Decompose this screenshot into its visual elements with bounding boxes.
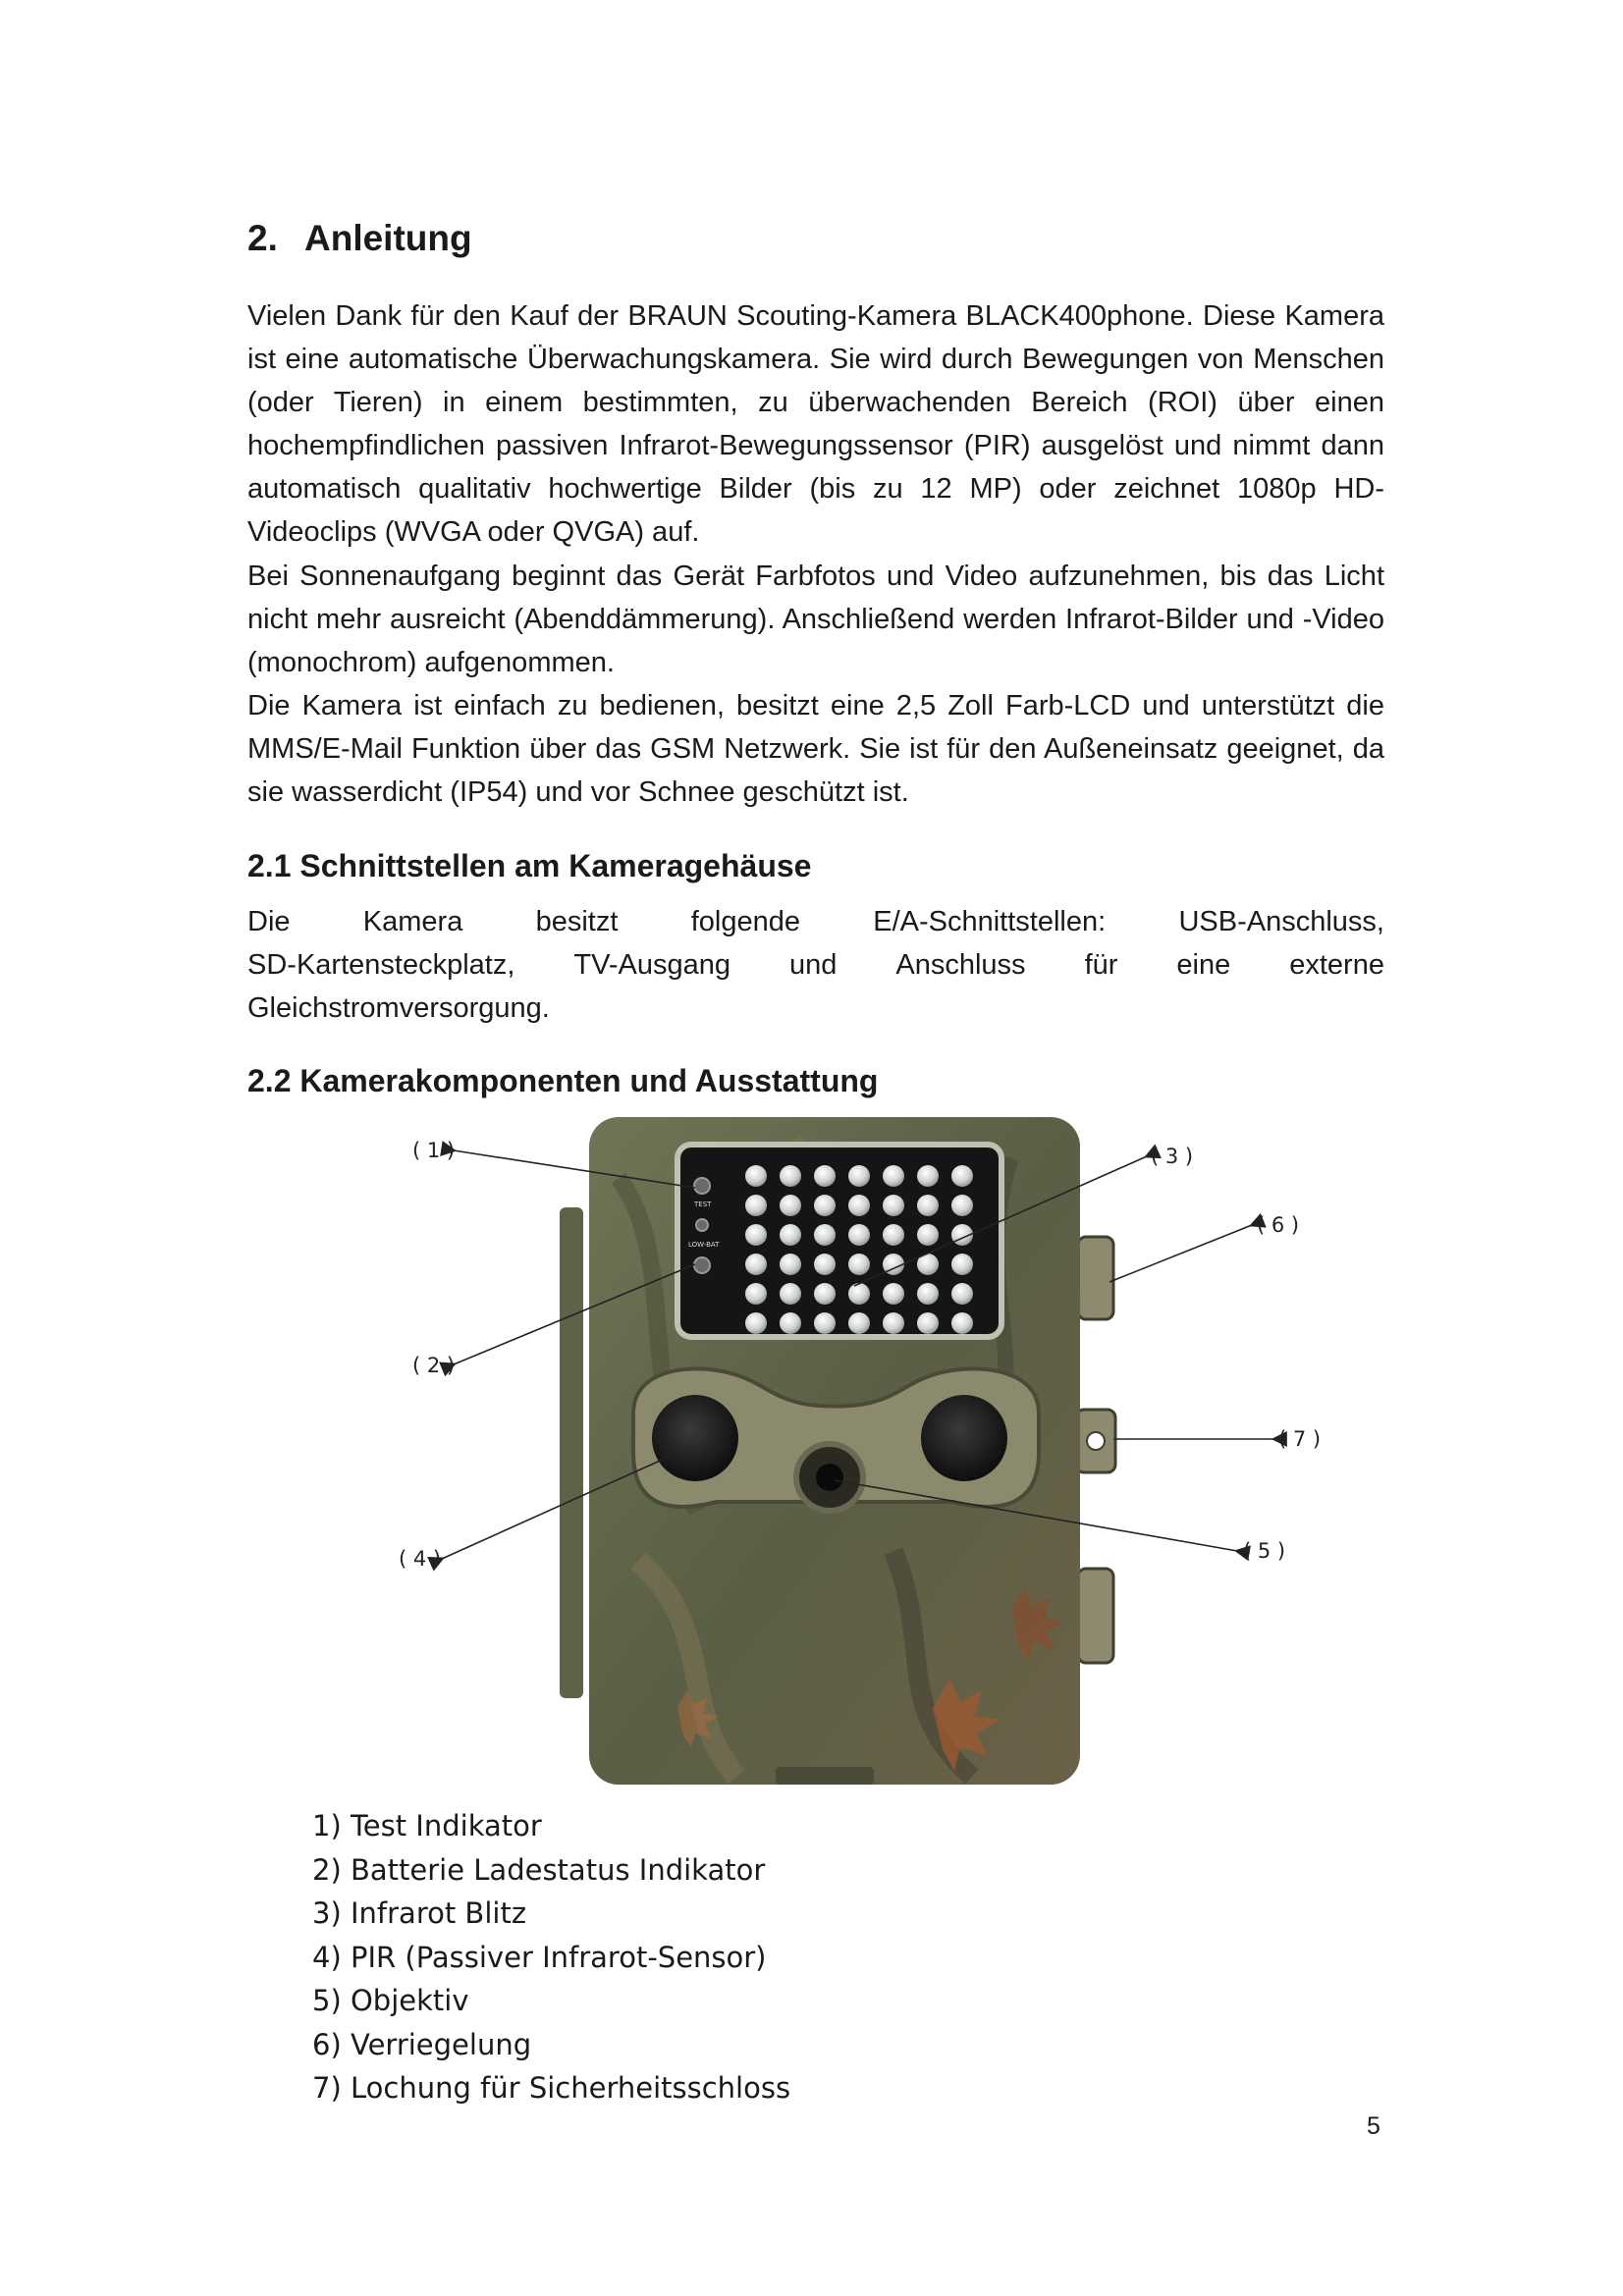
ir-led	[814, 1312, 836, 1334]
ir-led	[780, 1195, 801, 1216]
word: und	[789, 949, 838, 981]
section-heading	[247, 218, 472, 259]
usage-paragraph: Die Kamera ist einfach zu bedienen, besitzt eine 2,5 Zoll Farb-LCD und unterstützt die MMS/E-Mail Funktion über das GSM Netzwerk. Sie ist für den Außeneinsatz geeignet, da sie wasserdicht (IP54) und vor Schnee geschützt ist.	[247, 690, 1384, 808]
battery-indicator	[694, 1257, 710, 1273]
word: TV-Ausgang	[573, 949, 730, 981]
word: besitzt	[535, 906, 619, 937]
ir-led	[848, 1254, 870, 1275]
latch-lower	[1078, 1569, 1113, 1663]
callout-7: ( 7 )	[1278, 1427, 1322, 1451]
list-item: 5) Objektiv	[312, 1984, 469, 2017]
callout-line-6	[1109, 1225, 1252, 1282]
ir-led	[848, 1283, 870, 1305]
list-item: 3) Infrarot Blitz	[312, 1896, 527, 1930]
list-item: 4) PIR (Passiver Infrarot-Sensor)	[312, 1940, 767, 1974]
ir-led	[883, 1165, 904, 1187]
section-title: Anleitung	[304, 218, 472, 258]
interfaces-line-1	[247, 900, 1384, 943]
camera-figure	[383, 1099, 1325, 1787]
callout-2: ( 2 )	[412, 1354, 456, 1377]
callout-6: ( 6 )	[1257, 1213, 1300, 1237]
list-item: 2) Batterie Ladestatus Indikator	[312, 1852, 766, 1887]
ir-led	[917, 1283, 939, 1305]
ir-led	[848, 1195, 870, 1216]
list-item: 7) Lochung für Sicherheitsschloss	[312, 2071, 791, 2105]
pir-sensor-right	[921, 1395, 1007, 1481]
ir-led	[745, 1312, 767, 1334]
ir-led	[745, 1283, 767, 1305]
panel-label-low-bat: LOW-BAT	[688, 1241, 720, 1249]
word: SD-Kartensteckplatz,	[247, 949, 515, 981]
bottom-tab	[776, 1767, 874, 1785]
ir-led	[848, 1312, 870, 1334]
subsection-heading-interfaces: 2.1 Schnittstellen am Kameragehäuse	[247, 848, 812, 883]
components-list	[312, 1804, 790, 2110]
callout-5: ( 5 )	[1243, 1539, 1286, 1563]
ir-led	[745, 1195, 767, 1216]
interfaces-line-2	[247, 943, 1384, 987]
section-number: 2.	[247, 218, 278, 258]
ir-led	[917, 1165, 939, 1187]
daylight-paragraph: Bei Sonnenaufgang beginnt das Gerät Farbfotos und Video aufzunehmen, bis das Licht nicht mehr ausreicht (Abenddämmerung). Anschließend werden Infrarot-Bilder und -Video (monochrom) aufgenommen.	[247, 561, 1384, 678]
ir-led	[745, 1224, 767, 1246]
word: Die	[247, 906, 291, 937]
ir-led	[814, 1254, 836, 1275]
interfaces-paragraph	[247, 900, 1384, 1030]
ir-led	[917, 1312, 939, 1334]
ir-led	[848, 1224, 870, 1246]
intro-paragraph: Vielen Dank für den Kauf der BRAUN Scouting-Kamera BLACK400phone. Diese Kamera ist eine automatische Überwachungskamera. Sie wird durch Bewegungen von Menschen (oder Tieren) in einem bestimmten, zu überwachenden Bereich (ROI) über einen hochempfindlichen passiven Infrarot-Bewegungssensor (PIR) ausgelöst und nimmt dann automatisch qualitativ hochwertige Bilder (bis zu 12 MP) oder zeichnet 1080p HD-Videoclips (WVGA oder QVGA) auf.	[247, 300, 1384, 548]
pir-sensor	[652, 1395, 738, 1481]
ir-led	[814, 1224, 836, 1246]
ir-led	[745, 1254, 767, 1275]
word: USB-Anschluss,	[1178, 906, 1384, 937]
ir-led	[951, 1312, 973, 1334]
panel-label-test: TEST	[694, 1201, 712, 1208]
strap	[560, 1207, 583, 1698]
interfaces-line-3: Gleichstromversorgung.	[247, 992, 550, 1024]
word: für	[1084, 949, 1118, 981]
ir-led	[780, 1165, 801, 1187]
ir-led	[814, 1195, 836, 1216]
ir-led	[814, 1165, 836, 1187]
ir-led	[780, 1224, 801, 1246]
ir-led	[951, 1165, 973, 1187]
callout-3: ( 3 )	[1151, 1145, 1194, 1168]
ir-led	[745, 1165, 767, 1187]
ir-led	[917, 1195, 939, 1216]
page-number: 5	[1367, 2112, 1380, 2140]
indicator-led	[696, 1219, 708, 1231]
word: externe	[1289, 949, 1384, 981]
word: E/A-Schnittstellen:	[873, 906, 1107, 937]
ir-led	[848, 1165, 870, 1187]
ir-led	[951, 1254, 973, 1275]
ir-led	[951, 1283, 973, 1305]
word: Kamera	[362, 906, 463, 937]
test-indicator	[694, 1178, 710, 1194]
ir-led	[883, 1312, 904, 1334]
word: folgende	[690, 906, 800, 937]
word: Anschluss	[895, 949, 1026, 981]
ir-led	[780, 1283, 801, 1305]
word: eine	[1176, 949, 1231, 981]
latch-upper	[1078, 1237, 1113, 1319]
ir-led	[951, 1195, 973, 1216]
ir-led	[883, 1195, 904, 1216]
callout-1: ( 1 )	[412, 1139, 456, 1162]
callout-4: ( 4 )	[399, 1547, 442, 1571]
list-item: 1) Test Indikator	[312, 1809, 542, 1842]
ir-led	[917, 1224, 939, 1246]
ir-led	[883, 1283, 904, 1305]
ir-led	[780, 1312, 801, 1334]
lock-hole	[1087, 1432, 1105, 1450]
ir-led	[883, 1224, 904, 1246]
ir-led	[780, 1254, 801, 1275]
subsection-heading-components: 2.2 Kamerakomponenten und Ausstattung	[247, 1063, 879, 1098]
list-item: 6) Verriegelung	[312, 2027, 532, 2061]
ir-led	[814, 1283, 836, 1305]
camera-lens-center	[816, 1464, 843, 1491]
